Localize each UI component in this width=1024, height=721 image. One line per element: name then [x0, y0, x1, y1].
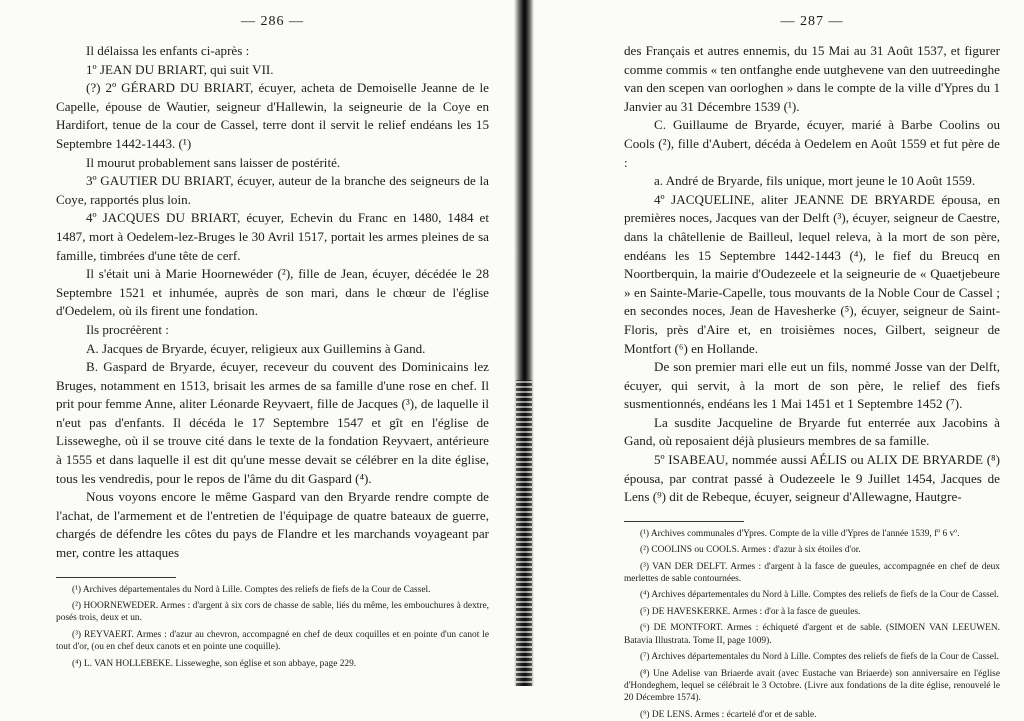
footnote: (²) COOLINS ou COOLS. Armes : d'azur à six étoiles d'or.	[640, 545, 861, 556]
footnotes	[56, 584, 489, 670]
paragraph: Il s'était uni à Marie Hoornewéder (²), fille de Jean, écuyer, décédée le 28 Septembre 1521 et inhumée, auprès de son mari, dans le chœur de l'église d'Oedelem, où ils firent une fondation.	[56, 266, 489, 319]
paragraph: Ils procréèrent :	[86, 321, 169, 337]
paragraph: a. André de Bryarde, fils unique, mort jeune le 10 Août 1559.	[654, 173, 976, 189]
footnote: (⁹) DE LENS. Armes : écartelé d'or et de sable.	[640, 709, 817, 720]
paragraph: 5º ISABEAU, nommée aussi AÉLIS ou ALIX DE BRYARDE (⁸) épousa, par contrat passé à Oudezeele le 9 Juillet 1454, Jacques de Lens (⁹) dit de Rebeque, écuyer, seigneur d'Allewagne, Hautgre-	[624, 452, 1000, 505]
footnote: (⁵) DE HAVESKERKE. Armes : d'or à la fasce de gueules.	[640, 606, 861, 617]
paragraph: C. Guillaume de Bryarde, écuyer, marié à Barbe Coolins ou Cools (²), fille d'Aubert, décéda à Oedelem en Août 1559 et fut père de :	[624, 117, 1000, 170]
footnote: (²) HOORNEWEDER. Armes : d'argent à six cors de chasse de sable, liés du même, les embouchures à dextre, posés trois, deux et un.	[56, 601, 489, 624]
paragraph: Il délaissa les enfants ci-après :	[86, 43, 250, 58]
footnote: (⁸) Une Adelise van Briaerde avait (avec Eustache van Briaerde) son anniversaire en l'église d'Hondeghem, lequel se célébrait le 3 Octobre. (Livre aux fondations de la dite église, renouvelé le 20 Décembre 1574).	[624, 668, 1000, 704]
paragraph: (?) 2º GÉRARD DU BRIART, écuyer, acheta de Demoiselle Jeanne de le Capelle, épouse de Wautier, seigneur d'Hallewin, la seigneurie de la Coye en Hardifort, tenue de la cour de Cassel, terre dont il servit le relief endéans les 15 Septembre 1442-1443. (¹)	[56, 80, 489, 151]
paragraph: 3º GAUTIER DU BRIART, écuyer, auteur de la branche des seigneurs de la Coye, rapportés plus loin.	[56, 173, 489, 207]
main-text	[56, 42, 489, 563]
footnote: (⁴) L. VAN HOLLEBEKE. Lisseweghe, son église et son abbaye, page 229.	[72, 658, 357, 669]
paragraph: La susdite Jacqueline de Bryarde fut enterrée aux Jacobins à Gand, où reposaient déjà plusieurs membres de sa famille.	[624, 414, 1000, 449]
footnote: (⁴) Archives départementales du Nord à Lille. Comptes des reliefs de fiefs de la Cour de Cassel.	[640, 590, 999, 601]
footnote: (³) VAN DER DELFT. Armes : d'argent à la fasce de gueules, accompagnée en chef de deux merlettes de sable contournées.	[624, 561, 1000, 585]
footnote-divider	[56, 577, 176, 578]
main-text	[624, 42, 1000, 507]
left-page	[0, 0, 515, 686]
paragraph: 4º JACQUELINE, aliter JEANNE DE BRYARDE épousa, en premières noces, Jacques van der Delft (³), écuyer, seigneur de Caestre, dans la châtellenie de Bailleul, lequel releva, à la mort de son père, endéans les 15 Septembre 1442-1443 (⁴), le fief du Breucq en Noortberquin, la mairie d'Oudezeele et la seigneurie de « Quaetjebeure » en Sainte-Marie-Capelle, tous mouvants de la Noble Cour de Cassel ; en secondes noces, Jean de Havesherke (⁵), écuyer, seigneur de Saint-Floris, près d'Aire et, en troisièmes noces, Gilbert, seigneur de Montfort (⁶) en Hollande.	[624, 191, 1000, 356]
page-number: — 287 —	[780, 14, 844, 29]
book-gutter	[514, 0, 534, 686]
paragraph: B. Gaspard de Bryarde, écuyer, receveur du couvent des Dominicains lez Bruges, notamment en 1513, brisait les armes de sa famille d'une rose en chef. Il prit pour femme Anne, aliter Léonarde Reyvaert, fille de Jacques (³), de laquelle il n'eut pas d'enfants. Il décéda le 17 Septembre 1547 et gît en l'église de Lisseweghe, où il se trouve cité dans le texte de la fondation Reyvaert, antérieure à 1555 et dans laquelle il est dit qu'une messe devait se célébrer en la dite église, tous les vendredis, pour le repos de l'âme du dit Gaspard (⁴).	[56, 359, 489, 486]
paragraph: 1º JEAN DU BRIART, qui suit VII.	[86, 61, 274, 77]
footnotes	[624, 528, 1000, 721]
paragraph: A. Jacques de Bryarde, écuyer, religieux aux Guillemins à Gand.	[86, 340, 426, 356]
paragraph: De son premier mari elle eut un fils, nommé Josse van der Delft, écuyer, qui servit, à la mort de son père, le relief des fiefs susmentionnés, endéans les 1 Mai 1451 et 1 Septembre 1452 (⁷).	[624, 359, 1000, 412]
right-page	[532, 0, 1024, 720]
paragraph: Il mourut probablement sans laisser de postérité.	[86, 154, 341, 170]
footnote: (⁷) Archives départementales du Nord à Lille. Comptes des reliefs de fiefs de la Cour de Cassel.	[640, 652, 999, 663]
paragraph: 4º JACQUES DU BRIART, écuyer, Echevin du Franc en 1480, 1484 et 1487, mort à Oedelem-lez-Bruges le 30 Avril 1517, portait les armes pleines de sa famille, timbrées d'une tête de cerf.	[56, 210, 489, 263]
paragraph: Nous voyons encore le même Gaspard van den Bryarde rendre compte de l'achat, de l'armement et de l'entretien de l'équipage de quatre bateaux de guerre, chargés de défendre les côtes du pays de Flandre et les marchands voyageant par mer, contre les attaques	[56, 489, 489, 561]
page-number: — 286 —	[241, 14, 304, 29]
footnote: (¹) Archives départementales du Nord à Lille. Comptes des reliefs de fiefs de la Cour de Cassel.	[72, 584, 431, 595]
footnote-divider	[624, 521, 744, 522]
footnote: (³) REYVAERT. Armes : d'azur au chevron, accompagné en chef de deux coquilles et en pointe d'un canot le tout d'or, (ou en chef deux canots et en pointe une coquille).	[56, 629, 489, 653]
footnote: (⁶) DE MONTFORT. Armes : échiqueté d'argent et de sable. (SIMOEN VAN LEEUWEN. Batavia Illustrata. Tome II, page 1009).	[624, 623, 1000, 646]
paragraph: des Français et autres ennemis, du 15 Mai au 31 Août 1537, et figurer comme commis « ten ontfanghe ende uutghevene van den uutreedinghe van den scepen van oorloghen » dans le compte de la ville d'Ypres du 1 Janvier au 31 Décembre 1539 (¹).	[624, 43, 1000, 114]
footnote: (¹) Archives communales d'Ypres. Compte de la ville d'Ypres de l'année 1539, fº 6 vº.	[640, 528, 960, 539]
